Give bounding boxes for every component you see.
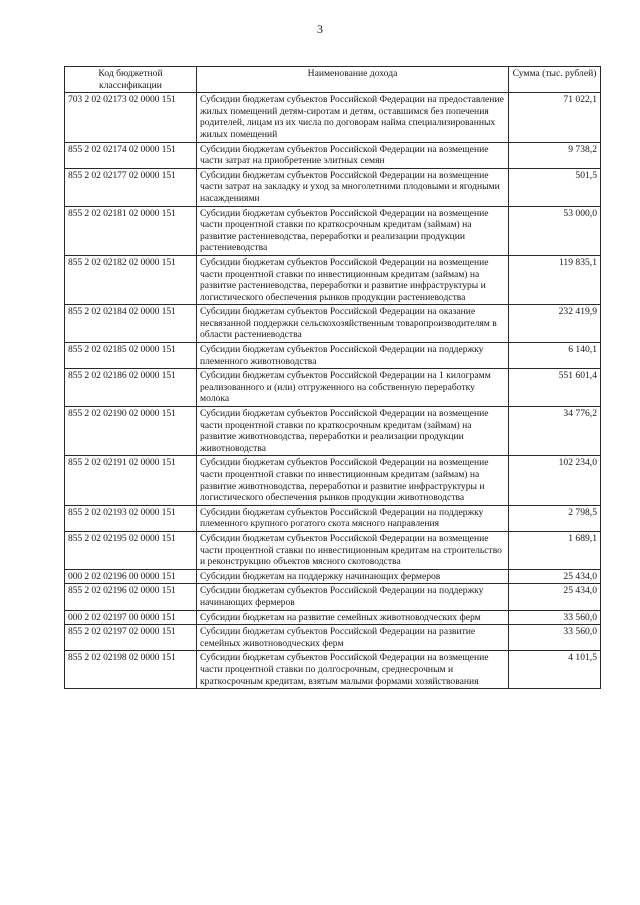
table-row bbox=[65, 569, 601, 584]
row-sum: 33 560,0 bbox=[509, 610, 601, 625]
row-sum: 71 022,1 bbox=[509, 93, 601, 142]
row-sum: 9 738,2 bbox=[509, 142, 601, 168]
row-name: Субсидии бюджетам субъектов Российской Федерации на 1 килограмм реализованного и (или) отгруженного на собственную переработку молока bbox=[197, 369, 509, 407]
table-row bbox=[65, 206, 601, 255]
table-row bbox=[65, 407, 601, 456]
table-row bbox=[65, 584, 601, 610]
row-name: Субсидии бюджетам субъектов Российской Федерации на развитие семейных животноводческих ферм bbox=[197, 625, 509, 651]
row-name: Субсидии бюджетам субъектов Российской Федерации на возмещение части процентной ставки по инвестиционным кредитам (займам) на развитие животноводства, переработки и развитие инфраструктуры и логистического обеспечения рынков продукции животноводства bbox=[197, 456, 509, 505]
row-sum: 551 601,4 bbox=[509, 369, 601, 407]
row-code: 855 2 02 02190 02 0000 151 bbox=[65, 407, 197, 456]
table-row bbox=[65, 343, 601, 369]
row-code: 855 2 02 02186 02 0000 151 bbox=[65, 369, 197, 407]
row-code: 000 2 02 02196 00 0000 151 bbox=[65, 569, 197, 584]
row-name: Субсидии бюджетам субъектов Российской Федерации на возмещение части процентной ставки по краткосрочным кредитам (займам) на развитие животноводства, переработки и реализации продукции животноводства bbox=[197, 407, 509, 456]
table-row bbox=[65, 369, 601, 407]
row-sum: 53 000,0 bbox=[509, 206, 601, 255]
row-code: 855 2 02 02181 02 0000 151 bbox=[65, 206, 197, 255]
row-code: 855 2 02 02191 02 0000 151 bbox=[65, 456, 197, 505]
row-code: 000 2 02 02197 00 0000 151 bbox=[65, 610, 197, 625]
row-name: Субсидии бюджетам субъектов Российской Федерации на возмещение части процентной ставки по инвестиционным кредитам на строительство и реконструкцию объектов мясного скотоводства bbox=[197, 531, 509, 569]
table-row bbox=[65, 531, 601, 569]
table-row bbox=[65, 610, 601, 625]
row-name: Субсидии бюджетам субъектов Российской Федерации на возмещение части процентной ставки по долгосрочным, среднесрочным и краткосрочным кредитам, взятым малыми формами хозяйствования bbox=[197, 651, 509, 689]
row-sum: 25 434,0 bbox=[509, 569, 601, 584]
row-sum: 232 419,9 bbox=[509, 305, 601, 343]
row-code: 855 2 02 02174 02 0000 151 bbox=[65, 142, 197, 168]
table-row bbox=[65, 625, 601, 651]
row-name: Субсидии бюджетам субъектов Российской Федерации на предоставление жилых помещений детям-сиротам и детям, оставшимся без попечения родителей, лицам из их числа по договорам найма специализированных жилых помещений bbox=[197, 93, 509, 142]
page-number: 3 bbox=[317, 22, 323, 36]
table-row bbox=[65, 505, 601, 531]
row-sum: 6 140,1 bbox=[509, 343, 601, 369]
row-name: Субсидии бюджетам субъектов Российской Федерации на возмещение части затрат на закладку и уход за многолетними плодовыми и ягодными насаждениями bbox=[197, 168, 509, 206]
table-row bbox=[65, 168, 601, 206]
row-sum: 102 234,0 bbox=[509, 456, 601, 505]
row-name: Субсидии бюджетам субъектов Российской Федерации на поддержку племенного крупного рогатого скота мясного направления bbox=[197, 505, 509, 531]
table-row bbox=[65, 651, 601, 689]
row-sum: 119 835,1 bbox=[509, 255, 601, 304]
row-name: Субсидии бюджетам субъектов Российской Федерации на возмещение части процентной ставки по инвестиционным кредитам (займам) на развитие растениеводства, переработки и развитие инфраструктуры и логистического обеспечения рынков продукции растениеводства bbox=[197, 255, 509, 304]
row-sum: 501,5 bbox=[509, 168, 601, 206]
row-sum: 2 798,5 bbox=[509, 505, 601, 531]
table-row bbox=[65, 93, 601, 142]
table-row bbox=[65, 142, 601, 168]
row-name: Субсидии бюджетам субъектов Российской Федерации на поддержку начинающих фермеров bbox=[197, 584, 509, 610]
row-sum: 34 776,2 bbox=[509, 407, 601, 456]
row-code: 855 2 02 02193 02 0000 151 bbox=[65, 505, 197, 531]
row-code: 855 2 02 02195 02 0000 151 bbox=[65, 531, 197, 569]
header-sum: Сумма (тыс. рублей) bbox=[509, 67, 601, 93]
row-name: Субсидии бюджетам субъектов Российской Федерации на поддержку племенного животноводства bbox=[197, 343, 509, 369]
row-name: Субсидии бюджетам субъектов Российской Федерации на возмещение части затрат на приобретение элитных семян bbox=[197, 142, 509, 168]
table-row bbox=[65, 305, 601, 343]
row-code: 855 2 02 02182 02 0000 151 bbox=[65, 255, 197, 304]
row-sum: 1 689,1 bbox=[509, 531, 601, 569]
header-code: Код бюджетной классификации bbox=[65, 67, 197, 93]
row-sum: 33 560,0 bbox=[509, 625, 601, 651]
table-row bbox=[65, 255, 601, 304]
row-code: 703 2 02 02173 02 0000 151 bbox=[65, 93, 197, 142]
revenue-table bbox=[64, 66, 601, 689]
row-code: 855 2 02 02197 02 0000 151 bbox=[65, 625, 197, 651]
row-code: 855 2 02 02177 02 0000 151 bbox=[65, 168, 197, 206]
row-name: Субсидии бюджетам на поддержку начинающих фермеров bbox=[197, 569, 509, 584]
row-name: Субсидии бюджетам на развитие семейных животноводческих ферм bbox=[197, 610, 509, 625]
row-sum: 4 101,5 bbox=[509, 651, 601, 689]
row-name: Субсидии бюджетам субъектов Российской Федерации на оказание несвязанной поддержки сельскохозяйственным товаропроизводителям в области растениеводства bbox=[197, 305, 509, 343]
row-name: Субсидии бюджетам субъектов Российской Федерации на возмещение части процентной ставки по краткосрочным кредитам (займам) на развитие растениеводства, переработки и реализации продукции растениеводства bbox=[197, 206, 509, 255]
header-name: Наименование дохода bbox=[197, 67, 509, 93]
row-code: 855 2 02 02184 02 0000 151 bbox=[65, 305, 197, 343]
row-code: 855 2 02 02185 02 0000 151 bbox=[65, 343, 197, 369]
table-header-row bbox=[65, 67, 601, 93]
row-code: 855 2 02 02196 02 0000 151 bbox=[65, 584, 197, 610]
table-row bbox=[65, 456, 601, 505]
row-sum: 25 434,0 bbox=[509, 584, 601, 610]
row-code: 855 2 02 02198 02 0000 151 bbox=[65, 651, 197, 689]
